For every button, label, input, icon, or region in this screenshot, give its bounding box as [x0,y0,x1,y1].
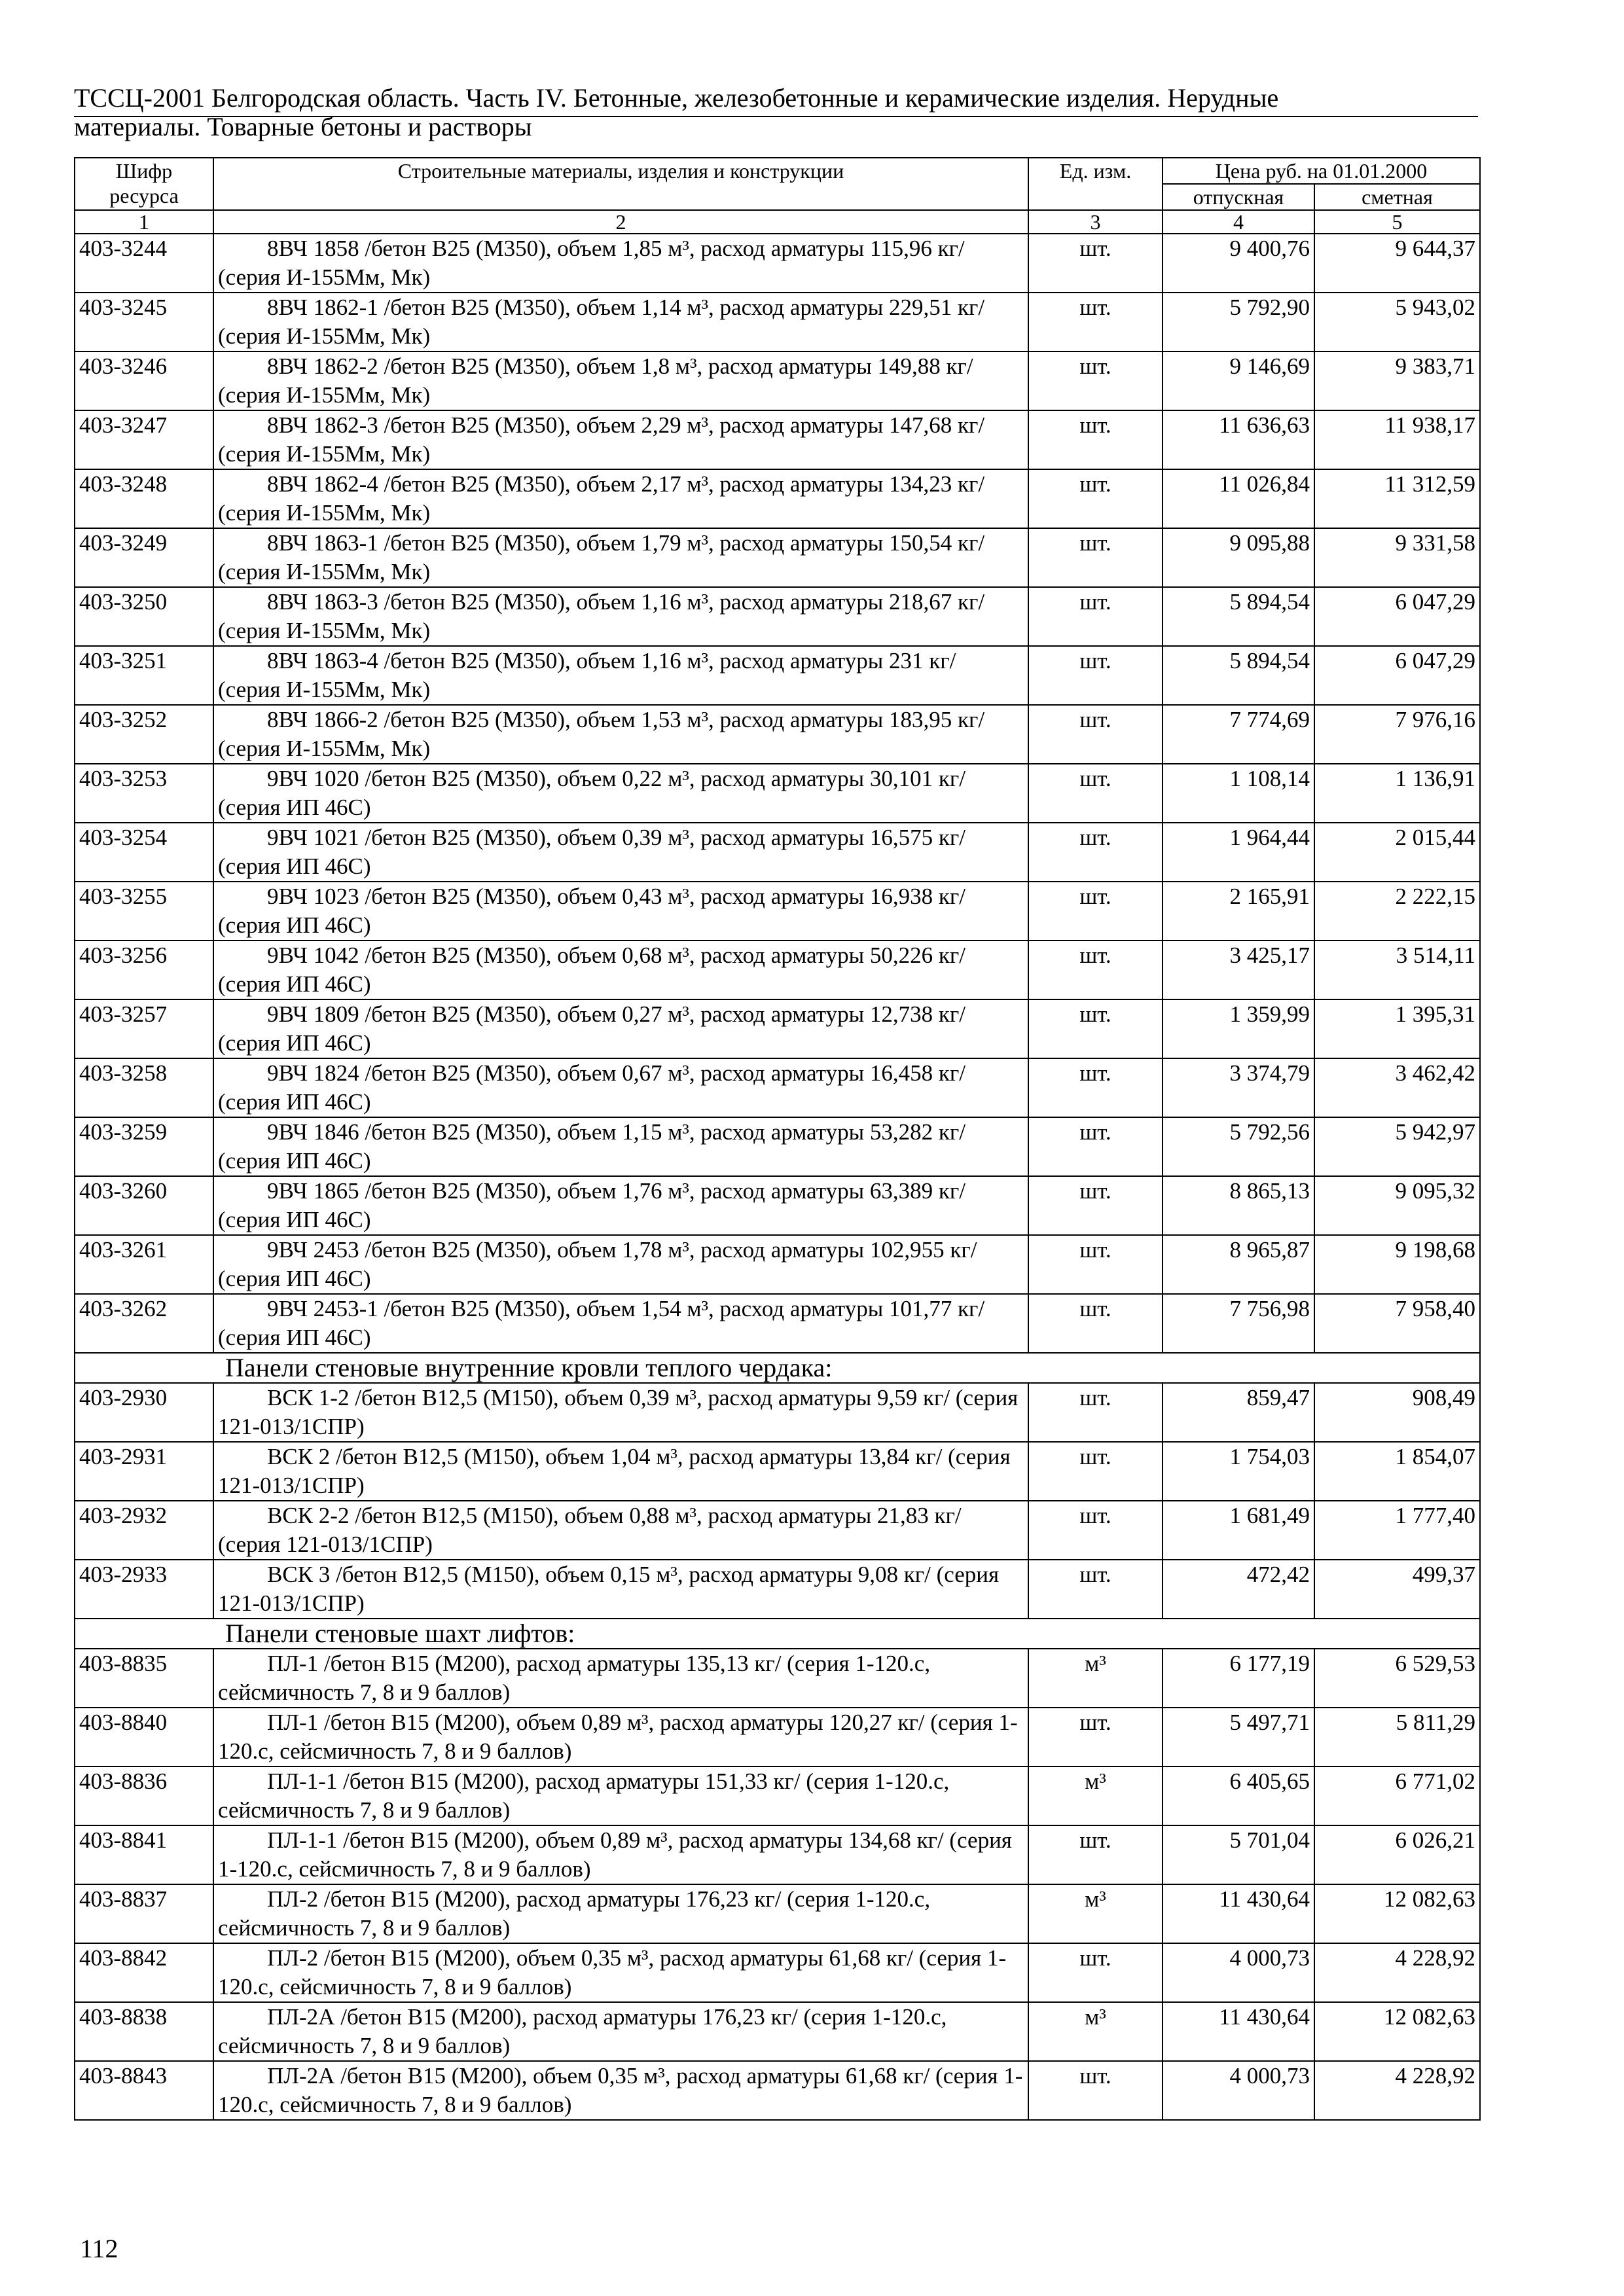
unit-cell: шт. [1028,1235,1163,1294]
unit-cell: шт. [1028,823,1163,882]
col-header-name: Строительные материалы, изделия и конструкции [213,158,1028,210]
table-row [75,999,1480,1058]
resource-code-cell: 403-3250 [75,587,213,646]
unit-cell: м³ [1028,1649,1163,1708]
unit-cell: шт. [1028,1943,1163,2002]
release-price-cell: 6 405,65 [1163,1767,1314,1825]
col-header-estimate-price: сметная [1314,184,1480,210]
column-number: 4 [1163,210,1314,234]
unit-cell: шт. [1028,1383,1163,1442]
price-table [74,157,1481,2121]
material-name-cell: 9ВЧ 1865 /бетон В25 (М350), объем 1,76 м³, расход арматуры 63,389 кг/ (серия ИП 46С) [213,1176,1028,1235]
col-header-price-group: Цена руб. на 01.01.2000 [1163,158,1480,184]
unit-cell: шт. [1028,1176,1163,1235]
release-price-cell: 4 000,73 [1163,1943,1314,2002]
table-row [75,882,1480,941]
table-row [75,410,1480,469]
resource-code-cell: 403-3248 [75,469,213,528]
estimate-price-cell: 6 529,53 [1314,1649,1480,1708]
material-name-cell: 9ВЧ 1042 /бетон В25 (М350), объем 0,68 м³, расход арматуры 50,226 кг/ (серия ИП 46С) [213,941,1028,999]
unit-cell: шт. [1028,528,1163,587]
header-rule [74,116,1478,117]
table-row [75,1825,1480,1884]
resource-code-cell: 403-3253 [75,764,213,823]
resource-code-cell: 403-3252 [75,705,213,764]
material-name-cell: 8ВЧ 1863-4 /бетон В25 (М350), объем 1,16 м³, расход арматуры 231 кг/ (серия И-155Мм, Мк) [213,646,1028,705]
estimate-price-cell: 11 312,59 [1314,469,1480,528]
table-row [75,2002,1480,2061]
material-name-cell: 8ВЧ 1862-2 /бетон В25 (М350), объем 1,8 м³, расход арматуры 149,88 кг/ (серия И-155Мм, Мк) [213,351,1028,410]
release-price-cell: 1 359,99 [1163,999,1314,1058]
table-row [75,1560,1480,1619]
col-header-release-price: отпускная [1163,184,1314,210]
material-name-cell: 9ВЧ 1824 /бетон В25 (М350), объем 0,67 м³, расход арматуры 16,458 кг/ (серия ИП 46С) [213,1058,1028,1117]
resource-code-cell: 403-8840 [75,1708,213,1767]
release-price-cell: 5 701,04 [1163,1825,1314,1884]
release-price-cell: 3 425,17 [1163,941,1314,999]
resource-code-cell: 403-3259 [75,1117,213,1176]
release-price-cell: 9 095,88 [1163,528,1314,587]
estimate-price-cell: 7 976,16 [1314,705,1480,764]
estimate-price-cell: 9 198,68 [1314,1235,1480,1294]
page-header [74,84,1478,141]
release-price-cell: 1 964,44 [1163,823,1314,882]
estimate-price-cell: 3 514,11 [1314,941,1480,999]
table-row [75,469,1480,528]
table-row [75,1442,1480,1501]
table-row [75,2061,1480,2120]
estimate-price-cell: 7 958,40 [1314,1294,1480,1353]
estimate-price-cell: 6 026,21 [1314,1825,1480,1884]
material-name-cell: 8ВЧ 1863-3 /бетон В25 (М350), объем 1,16 м³, расход арматуры 218,67 кг/ (серия И-155Мм, Мк) [213,587,1028,646]
table-row [75,587,1480,646]
material-name-cell: ПЛ-2 /бетон В15 (М200), расход арматуры 176,23 кг/ (серия 1-120.с, сейсмичность 7, 8 и 9 баллов) [213,1884,1028,1943]
resource-code-cell: 403-8835 [75,1649,213,1708]
unit-cell: шт. [1028,764,1163,823]
estimate-price-cell: 4 228,92 [1314,2061,1480,2120]
unit-cell: шт. [1028,1708,1163,1767]
material-name-cell: ВСК 3 /бетон В12,5 (М150), объем 0,15 м³, расход арматуры 9,08 кг/ (серия 121-013/1СПР) [213,1560,1028,1619]
table-row [75,764,1480,823]
resource-code-cell: 403-3247 [75,410,213,469]
release-price-cell: 5 497,71 [1163,1708,1314,1767]
resource-code-cell: 403-8837 [75,1884,213,1943]
release-price-cell: 5 894,54 [1163,646,1314,705]
resource-code-cell: 403-3244 [75,234,213,293]
estimate-price-cell: 9 095,32 [1314,1176,1480,1235]
table-row [75,1176,1480,1235]
table-row [75,1943,1480,2002]
estimate-price-cell: 1 136,91 [1314,764,1480,823]
release-price-cell: 6 177,19 [1163,1649,1314,1708]
resource-code-cell: 403-3251 [75,646,213,705]
material-name-cell: 8ВЧ 1862-3 /бетон В25 (М350), объем 2,29 м³, расход арматуры 147,68 кг/ (серия И-155Мм, Мк) [213,410,1028,469]
column-number: 3 [1028,210,1163,234]
material-name-cell: 9ВЧ 1023 /бетон В25 (М350), объем 0,43 м³, расход арматуры 16,938 кг/ (серия ИП 46С) [213,882,1028,941]
release-price-cell: 7 756,98 [1163,1294,1314,1353]
resource-code-cell: 403-2933 [75,1560,213,1619]
estimate-price-cell: 9 644,37 [1314,234,1480,293]
material-name-cell: ПЛ-1-1 /бетон В15 (М200), объем 0,89 м³, расход арматуры 134,68 кг/ (серия 1-120.с, сейсмичность 7, 8 и 9 баллов) [213,1825,1028,1884]
material-name-cell: 9ВЧ 1021 /бетон В25 (М350), объем 0,39 м³, расход арматуры 16,575 кг/ (серия ИП 46С) [213,823,1028,882]
release-price-cell: 472,42 [1163,1560,1314,1619]
resource-code-cell: 403-3254 [75,823,213,882]
estimate-price-cell: 9 331,58 [1314,528,1480,587]
material-name-cell: ВСК 2-2 /бетон В12,5 (М150), объем 0,88 м³, расход арматуры 21,83 кг/ (серия 121-013/1СПР) [213,1501,1028,1560]
unit-cell: шт. [1028,1560,1163,1619]
table-row [75,1884,1480,1943]
unit-cell: шт. [1028,410,1163,469]
table-row [75,1117,1480,1176]
material-name-cell: ПЛ-2А /бетон В15 (М200), объем 0,35 м³, расход арматуры 61,68 кг/ (серия 1-120.с, сейсмичность 7, 8 и 9 баллов) [213,2061,1028,2120]
estimate-price-cell: 6 047,29 [1314,646,1480,705]
unit-cell: м³ [1028,1767,1163,1825]
resource-code-cell: 403-2930 [75,1383,213,1442]
release-price-cell: 9 400,76 [1163,234,1314,293]
estimate-price-cell: 1 777,40 [1314,1501,1480,1560]
material-name-cell: 8ВЧ 1866-2 /бетон В25 (М350), объем 1,53 м³, расход арматуры 183,95 кг/ (серия И-155Мм, Мк) [213,705,1028,764]
table-row [75,1767,1480,1825]
unit-cell: шт. [1028,587,1163,646]
table-row [75,823,1480,882]
table-row [75,646,1480,705]
unit-cell: шт. [1028,1058,1163,1117]
material-name-cell: ПЛ-2 /бетон В15 (М200), объем 0,35 м³, расход арматуры 61,68 кг/ (серия 1-120.с, сейсмичность 7, 8 и 9 баллов) [213,1943,1028,2002]
estimate-price-cell: 6 771,02 [1314,1767,1480,1825]
unit-cell: шт. [1028,234,1163,293]
material-name-cell: 8ВЧ 1858 /бетон В25 (М350), объем 1,85 м³, расход арматуры 115,96 кг/ (серия И-155Мм, Мк) [213,234,1028,293]
release-price-cell: 8 965,87 [1163,1235,1314,1294]
table-row [75,293,1480,351]
section-title: Панели стеновые внутренние кровли теплого чердака: [75,1353,1480,1383]
material-name-cell: ПЛ-2А /бетон В15 (М200), расход арматуры 176,23 кг/ (серия 1-120.с, сейсмичность 7, 8 и 9 баллов) [213,2002,1028,2061]
release-price-cell: 859,47 [1163,1383,1314,1442]
unit-cell: м³ [1028,1884,1163,1943]
material-name-cell: ПЛ-1-1 /бетон В15 (М200), расход арматуры 151,33 кг/ (серия 1-120.с, сейсмичность 7, 8 и 9 баллов) [213,1767,1028,1825]
resource-code-cell: 403-3255 [75,882,213,941]
release-price-cell: 11 026,84 [1163,469,1314,528]
material-name-cell: ВСК 2 /бетон В12,5 (М150), объем 1,04 м³, расход арматуры 13,84 кг/ (серия 121-013/1СПР) [213,1442,1028,1501]
release-price-cell: 5 792,90 [1163,293,1314,351]
header-line-2: материалы. Товарные бетоны и растворы [74,112,532,141]
col-header-unit: Ед. изм. [1028,158,1163,210]
resource-code-cell: 403-3262 [75,1294,213,1353]
table-row [75,234,1480,293]
column-number: 5 [1314,210,1480,234]
release-price-cell: 7 774,69 [1163,705,1314,764]
release-price-cell: 11 430,64 [1163,2002,1314,2061]
release-price-cell: 5 792,56 [1163,1117,1314,1176]
estimate-price-cell: 5 942,97 [1314,1117,1480,1176]
table-row [75,1294,1480,1353]
estimate-price-cell: 4 228,92 [1314,1943,1480,2002]
resource-code-cell: 403-3257 [75,999,213,1058]
unit-cell: шт. [1028,882,1163,941]
estimate-price-cell: 3 462,42 [1314,1058,1480,1117]
estimate-price-cell: 11 938,17 [1314,410,1480,469]
material-name-cell: 9ВЧ 1020 /бетон В25 (М350), объем 0,22 м³, расход арматуры 30,101 кг/ (серия ИП 46С) [213,764,1028,823]
header-line-1: ТССЦ-2001 Белгородская область. Часть IV. Бетонные, железобетонные и керамические изделия. Нерудные [74,83,1279,113]
unit-cell: шт. [1028,1825,1163,1884]
unit-cell: шт. [1028,999,1163,1058]
table-row [75,1235,1480,1294]
resource-code-cell: 403-3246 [75,351,213,410]
estimate-price-cell: 6 047,29 [1314,587,1480,646]
table-row [75,1649,1480,1708]
material-name-cell: 8ВЧ 1863-1 /бетон В25 (М350), объем 1,79 м³, расход арматуры 150,54 кг/ (серия И-155Мм, Мк) [213,528,1028,587]
material-name-cell: 9ВЧ 1846 /бетон В25 (М350), объем 1,15 м³, расход арматуры 53,282 кг/ (серия ИП 46С) [213,1117,1028,1176]
material-name-cell: 9ВЧ 2453-1 /бетон В25 (М350), объем 1,54 м³, расход арматуры 101,77 кг/ (серия ИП 46С) [213,1294,1028,1353]
estimate-price-cell: 499,37 [1314,1560,1480,1619]
release-price-cell: 4 000,73 [1163,2061,1314,2120]
release-price-cell: 5 894,54 [1163,587,1314,646]
material-name-cell: ВСК 1-2 /бетон В12,5 (М150), объем 0,39 м³, расход арматуры 9,59 кг/ (серия 121-013/1СПР) [213,1383,1028,1442]
release-price-cell: 1 681,49 [1163,1501,1314,1560]
estimate-price-cell: 2 015,44 [1314,823,1480,882]
material-name-cell: 8ВЧ 1862-4 /бетон В25 (М350), объем 2,17 м³, расход арматуры 134,23 кг/ (серия И-155Мм, Мк) [213,469,1028,528]
page-number: 112 [80,2234,118,2263]
table-row [75,1383,1480,1442]
resource-code-cell: 403-3256 [75,941,213,999]
estimate-price-cell: 908,49 [1314,1383,1480,1442]
unit-cell: шт. [1028,469,1163,528]
estimate-price-cell: 1 395,31 [1314,999,1480,1058]
unit-cell: шт. [1028,293,1163,351]
table-row [75,705,1480,764]
unit-cell: шт. [1028,705,1163,764]
resource-code-cell: 403-8841 [75,1825,213,1884]
section-header-row [75,1619,1480,1649]
unit-cell: шт. [1028,1294,1163,1353]
resource-code-cell: 403-2931 [75,1442,213,1501]
unit-cell: шт. [1028,1117,1163,1176]
release-price-cell: 8 865,13 [1163,1176,1314,1235]
unit-cell: шт. [1028,1501,1163,1560]
section-title: Панели стеновые шахт лифтов: [75,1619,1480,1649]
unit-cell: шт. [1028,646,1163,705]
estimate-price-cell: 5 943,02 [1314,293,1480,351]
unit-cell: м³ [1028,2002,1163,2061]
material-name-cell: ПЛ-1 /бетон В15 (М200), объем 0,89 м³, расход арматуры 120,27 кг/ (серия 1-120.с, сейсмичность 7, 8 и 9 баллов) [213,1708,1028,1767]
unit-cell: шт. [1028,351,1163,410]
resource-code-cell: 403-8838 [75,2002,213,2061]
estimate-price-cell: 12 082,63 [1314,2002,1480,2061]
unit-cell: шт. [1028,941,1163,999]
table-row [75,941,1480,999]
estimate-price-cell: 1 854,07 [1314,1442,1480,1501]
resource-code-cell: 403-3258 [75,1058,213,1117]
material-name-cell: 8ВЧ 1862-1 /бетон В25 (М350), объем 1,14 м³, расход арматуры 229,51 кг/ (серия И-155Мм, Мк) [213,293,1028,351]
release-price-cell: 11 636,63 [1163,410,1314,469]
table-row [75,1058,1480,1117]
resource-code-cell: 403-2932 [75,1501,213,1560]
release-price-cell: 3 374,79 [1163,1058,1314,1117]
material-name-cell: 9ВЧ 1809 /бетон В25 (М350), объем 0,27 м³, расход арматуры 12,738 кг/ (серия ИП 46С) [213,999,1028,1058]
resource-code-cell: 403-3249 [75,528,213,587]
estimate-price-cell: 2 222,15 [1314,882,1480,941]
unit-cell: шт. [1028,2061,1163,2120]
column-number-row [75,210,1480,234]
section-header-row [75,1353,1480,1383]
table-row [75,1501,1480,1560]
estimate-price-cell: 9 383,71 [1314,351,1480,410]
resource-code-cell: 403-8842 [75,1943,213,2002]
table-row [75,1708,1480,1767]
table-row [75,351,1480,410]
resource-code-cell: 403-8843 [75,2061,213,2120]
release-price-cell: 1 754,03 [1163,1442,1314,1501]
resource-code-cell: 403-3261 [75,1235,213,1294]
material-name-cell: 9ВЧ 2453 /бетон В25 (М350), объем 1,78 м³, расход арматуры 102,955 кг/ (серия ИП 46С) [213,1235,1028,1294]
col-header-code: Шифр ресурса [75,158,213,210]
resource-code-cell: 403-3260 [75,1176,213,1235]
table-row [75,528,1480,587]
resource-code-cell: 403-3245 [75,293,213,351]
resource-code-cell: 403-8836 [75,1767,213,1825]
release-price-cell: 9 146,69 [1163,351,1314,410]
release-price-cell: 2 165,91 [1163,882,1314,941]
table-body [75,234,1480,2120]
column-number: 2 [213,210,1028,234]
release-price-cell: 11 430,64 [1163,1884,1314,1943]
estimate-price-cell: 12 082,63 [1314,1884,1480,1943]
estimate-price-cell: 5 811,29 [1314,1708,1480,1767]
column-number: 1 [75,210,213,234]
material-name-cell: ПЛ-1 /бетон В15 (М200), расход арматуры 135,13 кг/ (серия 1-120.с, сейсмичность 7, 8 и 9 баллов) [213,1649,1028,1708]
release-price-cell: 1 108,14 [1163,764,1314,823]
unit-cell: шт. [1028,1442,1163,1501]
